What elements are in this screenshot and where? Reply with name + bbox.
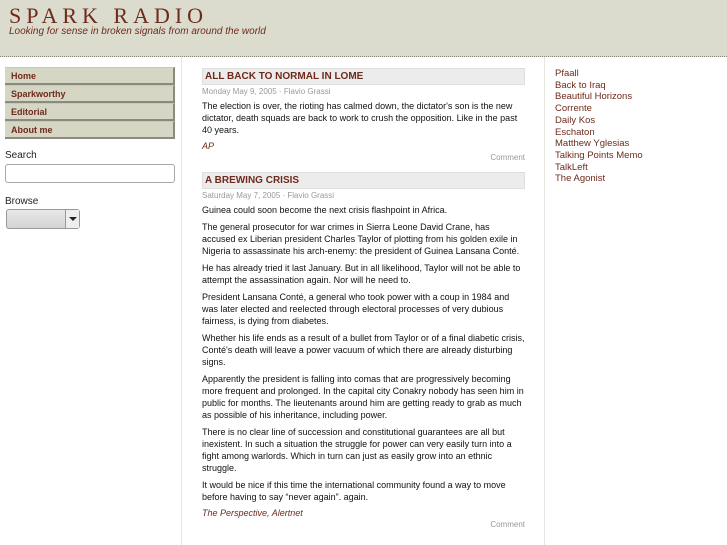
post-paragraph: There is no clear line of succession and constitutional guarantees are all but inexistent. In such a situation the struggle for power can very easily turn into a fight among warlords. Which in turn can just as easily grow into an ethnic struggle. [202, 427, 512, 473]
blogroll [555, 68, 643, 185]
blogroll-link[interactable]: Daily Kos [555, 114, 596, 126]
post [202, 172, 525, 529]
search-input[interactable] [5, 164, 175, 183]
post-paragraph: Guinea could soon become the next crisis flashpoint in Africa. [202, 205, 448, 215]
site-header [0, 0, 727, 57]
post-source-link[interactable]: The Perspective, Alertnet [202, 508, 303, 518]
post-title[interactable]: ALL BACK TO NORMAL IN LOME [202, 68, 525, 85]
nav-item-about-me[interactable]: About me [5, 121, 175, 139]
comment-link[interactable]: Comment [490, 520, 525, 529]
post-paragraph: Apparently the president is falling into comas that are progressively becoming more frequent and prolonged. In the capital city Conakry nobody has seen him in public for months. The lieutenants around him are getting ready to grab as much as possible of his inheritance, including power. [202, 374, 524, 420]
nav-item-editorial[interactable]: Editorial [5, 103, 175, 121]
post-paragraph: President Lansana Conté, a general who took power with a coup in 1984 and was later elected and reelected through electoral processes of very dubious fairness, is dying from diabetes. [202, 292, 510, 326]
left-sidebar [0, 57, 182, 545]
post-body [202, 100, 525, 136]
site-title[interactable]: SPARK RADIO [9, 3, 209, 28]
comment-link[interactable]: Comment [490, 153, 525, 162]
blogroll-link[interactable]: Beautiful Horizons [555, 91, 633, 103]
post-paragraph: Whether his life ends as a result of a bullet from Taylor or of a final diabetic crisis, Conté's death will leave a power vacuum of which there are already disturbing signs. [202, 333, 525, 367]
browse-select[interactable] [6, 209, 80, 229]
blogroll-link[interactable]: Pfaall [555, 68, 579, 79]
post-paragraph: It would be nice if this time the international community found a way to move before having to say “never again”. again. [202, 480, 506, 502]
blogroll-link[interactable]: Matthew Yglesias [555, 138, 630, 150]
nav-item-home[interactable]: Home [5, 67, 175, 85]
blogroll-link[interactable]: TalkLeft [555, 161, 588, 173]
post-meta: Saturday May 7, 2005 · Flavio Grassi [202, 191, 335, 200]
blogroll-link[interactable]: Back to Iraq [555, 79, 606, 91]
main-content [202, 68, 525, 539]
blogroll-link[interactable]: The Agonist [555, 173, 606, 185]
chevron-down-icon[interactable] [65, 210, 79, 228]
blogroll-link[interactable]: Talking Points Memo [555, 149, 643, 161]
search-label: Search [5, 150, 37, 161]
post-title[interactable]: A BREWING CRISIS [202, 172, 525, 189]
blogroll-link[interactable]: Corrente [555, 103, 592, 115]
nav-item-sparkworthy[interactable]: Sparkworthy [5, 85, 175, 103]
post-paragraph: The election is over, the rioting has calmed down, the dictator's son is the new dictator, death squads are back to work to crush the opposition. Like in the past 40 years. [202, 101, 518, 135]
blogroll-link[interactable]: Eschaton [555, 126, 595, 138]
post-paragraph: The general prosecutor for war crimes in Sierra Leone David Crane, has accused ex Liberian president Charles Taylor of plotting from his golden exile in Nigeria to assassinate his arch-enemy: the president of Guinea Lansana Conté. [202, 222, 520, 256]
main-nav [5, 67, 175, 139]
post-body [202, 204, 525, 503]
site-tagline: Looking for sense in broken signals from around the world [9, 26, 266, 37]
post-source-link[interactable]: AP [202, 141, 215, 151]
post [202, 68, 525, 162]
post-meta: Monday May 9, 2005 · Flavio Grassi [202, 87, 331, 96]
right-sidebar [544, 57, 727, 545]
post-paragraph: He has already tried it last January. But in all likelihood, Taylor will not be able to attempt the assassination again. Nor will he need to. [202, 263, 521, 285]
browse-label: Browse [5, 196, 39, 207]
